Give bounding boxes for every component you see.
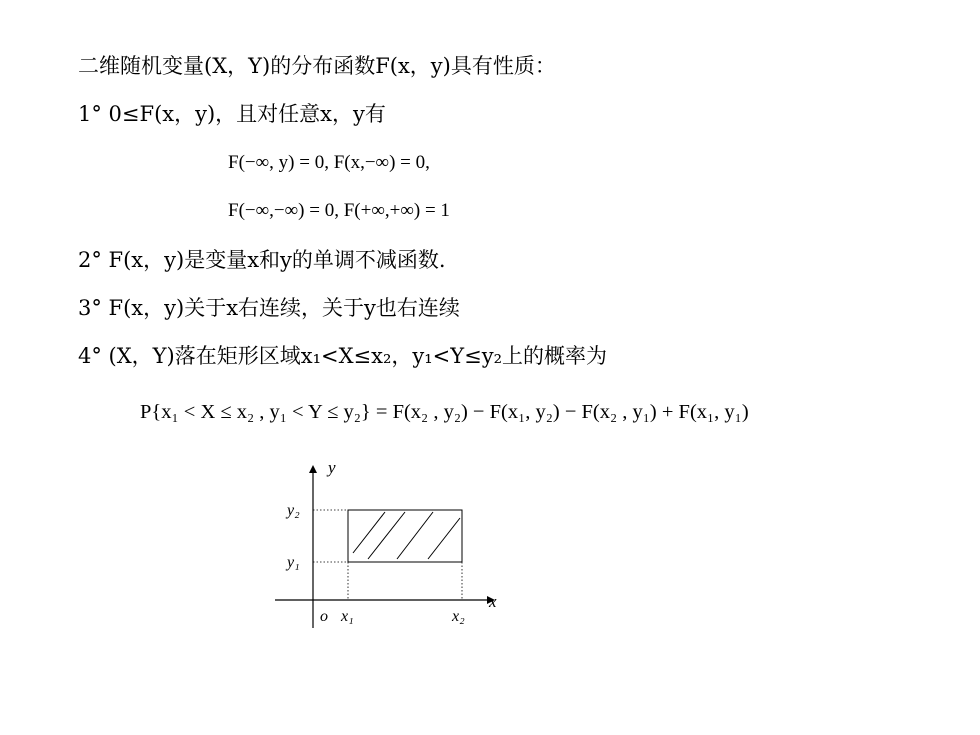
property-4: 4° (X，Y)落在矩形区域x₁<X≤x₂，y₁<Y≤y₂上的概率为 [78,344,608,368]
probability-formula: P{x₁ < X ≤ x₂ , y₁ < Y ≤ y₂} = F(x₂ , y₂) − F(x₁, y₂) − F(x₂ , y₁) + F(x₁, y₁) [140,401,749,423]
y-axis-arrow [309,465,317,473]
y1-label: y₁ [287,554,300,571]
origin-label: o [320,608,328,625]
y-axis-label: y [328,458,336,477]
x2-label: x₂ [452,608,465,625]
property-1: 1° 0≤F(x，y)，且对任意x，y有 [78,102,386,126]
rectangle-region-diagram [265,455,515,645]
intro-line: 二维随机变量(X，Y)的分布函数F(x，y)具有性质： [78,54,556,78]
formula-2: F(−∞,−∞) = 0, F(+∞,+∞) = 1 [228,200,450,221]
x-axis-label: x [489,592,497,611]
hatch-line [428,518,460,559]
rectangle-region [348,510,462,562]
formula-1: F(−∞, y) = 0, F(x,−∞) = 0, [228,152,430,173]
hatch-line [353,512,385,553]
x1-label: x₁ [341,608,354,625]
hatch-line [368,512,405,559]
y2-label: y₂ [287,502,300,519]
property-3: 3° F(x，y)关于x右连续，关于y也右连续 [78,296,460,320]
hatch-line [397,512,433,559]
property-2: 2° F(x，y)是变量x和y的单调不减函数. [78,248,446,272]
